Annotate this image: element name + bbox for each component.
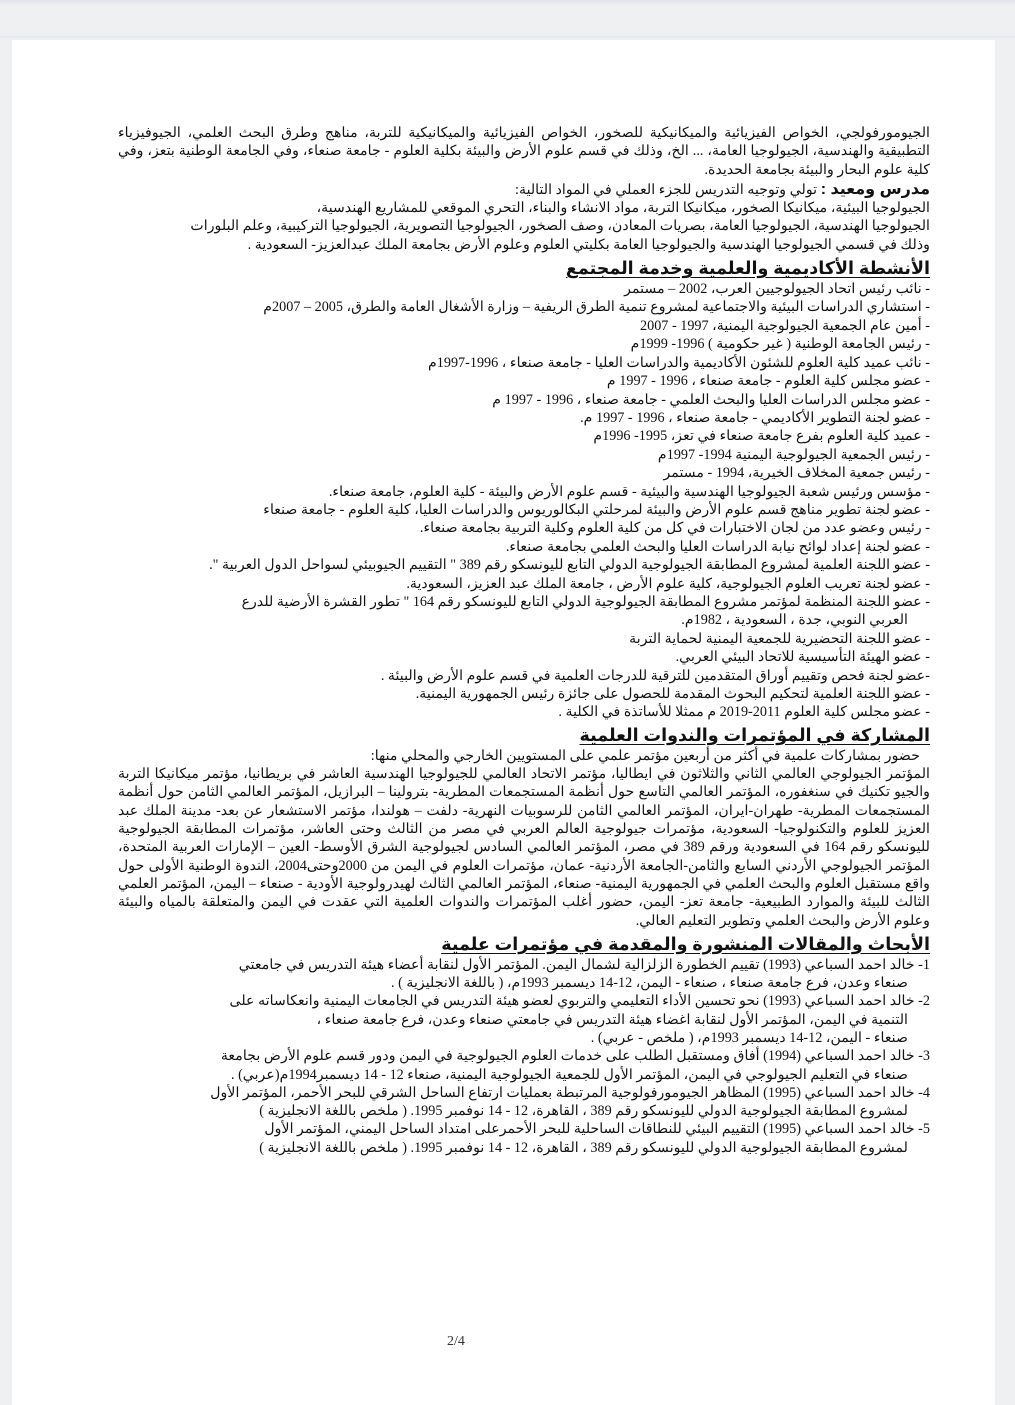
page-number: 2/4 bbox=[447, 1334, 465, 1349]
activity-item: - عضو لجنة تطوير مناهج قسم علوم الأرض والبيئة لمرحلتي البكالوريوس والدراسات العليا، كلية العلوم - جامعة صنعاء bbox=[263, 501, 930, 518]
teacher-label: مدرس ومعيد : bbox=[820, 180, 930, 198]
activity-item: - عضو مجلس كلية العلوم - جامعة صنعاء ، 1996 - 1997 م bbox=[606, 373, 930, 390]
publication-item bbox=[104, 956, 930, 993]
teacher-section bbox=[104, 181, 930, 254]
publications-heading: الأبحاث والمقالات المنشورة والمقدمة في مؤتمرات علمية bbox=[441, 933, 930, 954]
publication-line: 3- خالد احمد السباعي (1994) أفاق ومستقبل الطلب على خدمات العلوم الجيولوجية في اليمن ودور قسم علوم الأرض بجامعة bbox=[220, 1048, 930, 1065]
publication-item bbox=[104, 1084, 930, 1121]
activity-item: - استشاري الدراسات البيئية والاجتماعية لمشروع تنمية الطرق الريفية – وزارة الأشغال العامة والطرق، 2005 – 2007م bbox=[263, 299, 930, 316]
publication-line: لمشروع المطابقة الجيولوجية الدولي لليونسكو رقم 389 ، القاهرة، 12 - 14 نوفمبر 1995. ( ملخص باللغة الانجليزية ) bbox=[259, 1103, 908, 1120]
activity-item: - عضو اللجنة العلمية لمشروع المطابقة الجيولوجية الدولي التابع لليونسكو رقم 389 " التقييم الجيوبيئي لسواحل الدول العربية ". bbox=[209, 557, 930, 574]
conferences-intro: حضور بمشاركات علمية في أكثر من أربعين مؤتمر علمي على المستويين الخارجي والمحلي منها: bbox=[370, 747, 920, 764]
activity-item: - رئيس الجامعة الوطنية ( غير حكومية ) 1996- 1999م bbox=[630, 336, 930, 353]
publication-line: 2- خالد احمد السباعي (1993) نحو تحسين الأداء التعليمي والتربوي لعضو هيئة التدريس في الجامعات اليمنية وانعكاساته على bbox=[229, 993, 930, 1010]
teacher-intro-line bbox=[104, 181, 930, 199]
teacher-intro: تولي وتوجيه التدريس للجزء العملي في المواد التالية: bbox=[515, 181, 818, 198]
activity-item: - عضو مجلس الدراسات العليا والبحث العلمي - جامعة صنعاء ، 1996 - 1997 م bbox=[492, 391, 930, 408]
teacher-subjects-line: وذلك في قسمي الجيولوجيا الهندسية والجيولوجيا العامة بكليتي العلوم وعلوم الأرض بجامعة الملك عبدالعزيز- السعودية . bbox=[247, 236, 930, 253]
activity-item: - عضو مجلس كلية العلوم 2011-2019 م ممثلا للأساتذة في الكلية . bbox=[558, 704, 930, 721]
intro-paragraph: الجيومورفولجي، الخواص الفيزيائية والميكانيكية للصخور، الخواص الفيزيائية والميكانيكية للتربة، مناهج وطرق البحث العلمي، الجيوفيزياء التطبيقية والهندسية، الجيولوجيا العامة، ... الخ، وذلك في قسم علوم الأرض والبيئة بكلية العلوم - جامعة صنعاء، وفي الجامعة الوطنية بتعز، وفي كلية علوم البحار والبيئة بجامعة الحديدة. bbox=[118, 125, 930, 178]
viewer-toolbar bbox=[0, 0, 1015, 38]
publication-line: صنعاء - اليمن، 12-14 ديسمبر 1993م، ( ملخص - عربي) . bbox=[590, 1029, 908, 1046]
publication-item bbox=[104, 1047, 930, 1084]
activity-item: - عضو اللجنة التحضيرية للجمعية اليمنية لحماية التربة bbox=[629, 630, 930, 647]
activity-item: - عضو اللجنة العلمية لتحكيم البحوث المقدمة للحصول على جائزة رئيس الجمهورية اليمنية. bbox=[415, 686, 930, 703]
publication-line: صنعاء وعدن، فرع جامعة صنعاء ، صنعاء - اليمن، 12-14 ديسمبر 1993م، ( باللغة الانجليزية ) . bbox=[390, 975, 908, 992]
activity-item: - عضو لجنة إعداد لوائح نيابة الدراسات العليا والبحث العلمي بجامعة صنعاء. bbox=[505, 538, 930, 555]
publication-item bbox=[104, 1120, 930, 1157]
activity-item: - رئيس جمعية المخلاف الخيرية، 1994 - مستمر bbox=[663, 465, 930, 482]
teacher-subjects-line: الجيولوجيا الهندسية، الجيولوجيا العامة، بصريات المعادن، وصف الصخور، الجيولوجيا التصويرية، الجيولوجيا التركيبية، وعلم البلورات bbox=[190, 218, 930, 235]
activity-item: - عضو اللجنة المنظمة لمؤتمر مشروع المطابقة الجيولوجية الدولي التابع لليونسكو رقم 164 " تطور القشرة الأرضية للدرع bbox=[241, 593, 930, 610]
activity-item: - رئيس الجمعية الجيولوجية اليمنية 1994- 1997م bbox=[657, 446, 930, 463]
activity-item: - نائب رئيس اتحاد الجيولوجيين العرب، 2002 – مستمر bbox=[624, 281, 930, 298]
conferences-heading: المشاركة في المؤتمرات والندوات العلمية bbox=[579, 724, 930, 745]
activity-item: - مؤسس ورئيس شعبة الجيولوجيا الهندسية والبيئية - قسم علوم الأرض والبيئة - كلية العلوم، جامعة صنعاء. bbox=[328, 483, 930, 500]
activity-item: -عضو لجنة فحص وتقييم أوراق المتقدمين للترقية للدرجات العلمية في قسم علوم الأرض والبيئة . bbox=[380, 667, 930, 684]
publication-line: لمشروع المطابقة الجيولوجية الدولي لليونسكو رقم 389 ، القاهرة، 12 - 14 نوفمبر 1995. ( ملخص باللغة الانجليزية ) bbox=[259, 1139, 908, 1156]
publication-line: التنمية في اليمن، المؤتمر الأول لنقابة اغضاء هيئة التدريس في جامعتي صنعاء وعدن، فرع جامعة صنعاء ، bbox=[316, 1011, 908, 1028]
publications-list bbox=[104, 956, 930, 1157]
activity-item: - رئيس وعضو عدد من لجان الاختبارات في كل من كلية العلوم وكلية التربية بجامعة صنعاء. bbox=[419, 520, 930, 537]
activity-item: - عميد كلية العلوم بفرع جامعة صنعاء في تعز، 1995- 1996م bbox=[593, 428, 930, 445]
activity-item: - عضو لجنة تعريب العلوم الجيولوجية، كلية علوم الأرض ، جامعة الملك عبد العزيز، السعودية. bbox=[406, 575, 930, 592]
activities-heading: الأنشطة الأكاديمية والعلمية وخدمة المجتمع bbox=[565, 258, 930, 279]
document-page bbox=[12, 40, 995, 1405]
activity-item: - عضو الهيئة التأسيسية للاتحاد البيئي العربي. bbox=[675, 649, 930, 666]
publication-line: 4- خالد احمد السباعي (1995) المظاهر الجيومورفولوجية المرتبطة بعمليات ارتفاع الساحل الشرقي للبحر الأحمر، المؤتمر الأول bbox=[210, 1084, 930, 1101]
publication-line: صنعاء في التعليم الجيولوجي في اليمن، المؤتمر الأول للجمعية الجيولوجية اليمنية، صنعاء 12 - 14 ديسمبر1994م(عربي) . bbox=[230, 1066, 908, 1083]
activities-list bbox=[104, 280, 930, 722]
page-content bbox=[104, 124, 930, 1157]
conferences-body: المؤتمر الجيولوجي العالمي الثاني والثلاثون في ايطاليا، مؤتمر الاتحاد العالمي للجيولوجيا الهندسية العاشر في بريطانيا، مؤتمر ميكانيكا التربة والجيو تكنيك في سنغفوره، المؤتمر العالمي التاسع حول أنظمة المستجمعات المطرية- بترولينا – البرازيل، المؤتمر العالمي الثامن حول أنظمة المستجمعات المطرية- طهران-ايران، المؤتمر العالمي الثامن للرسوبيات النهرية- دلفت – هولندا، مؤتمر الاستشعار عن بعد- مدينة الملك عبد العزيز للعلوم والتكنولوجيا- السعودية، مؤتمرات جيولوجية العالم العربي في مصر من الثالث وحتى العاشر، مؤتمرات المطابقة الجيولوجية لليونسكو رقم 164 في السعودية ورقم 389 في مصر، المؤتمر العالمي السادس لجيولوجية الشرق الأوسط- العين – الإمارات العربية المتحدة، المؤتمر الجيولوجي الأردني السابع والثامن-الجامعة الأردنية- عمان، مؤتمرات العلوم في اليمن من 2000وحتى2004، الندوة الوطنية الأولى حول واقع مستقبل العلوم والبحث العلمي في الجمهورية اليمنية- صنعاء، المؤتمر العالمي الثالث لهيدرولوجية الأودية - صنعاء – اليمن، المؤتمر العلمي الثالث للبيئة والموارد الطبيعية- جامعة تعز- اليمن، حضور أغلب المؤتمرات والندوات العلمية التي عقدت في اليمن والمتعلقة بالمياه والبيئة وعلوم الأرض والبحث العلمي وتطوير التعليم العالي. bbox=[118, 766, 930, 929]
activity-item: - أمين عام الجمعية الجيولوجية اليمنية، 1997 - 2007 bbox=[640, 317, 930, 334]
publication-item bbox=[104, 992, 930, 1047]
activity-item-continuation: العربي النوبي، جدة ، السعودية ، 1982م. bbox=[681, 612, 908, 629]
publication-line: 5- خالد احمد السباعي (1995) التقييم البيئي للنطاقات الساحلية للبحر الأحمرعلى امتداد الساحل اليمني، المؤتمر الأول bbox=[264, 1121, 930, 1138]
teacher-subjects-line: الجيولوجيا البيئية، ميكانيكا الصخور، ميكانيكا التربة، مواد الانشاء والبناء، التحري الموقعي للمشاريع الهندسية، bbox=[316, 200, 930, 217]
publication-line: 1- خالد احمد السباعي (1993) تقييم الخطورة الزلزالية لشمال اليمن. المؤتمر الأول لنقابة أعضاء هيئة التدريس في جامعتي bbox=[238, 956, 930, 973]
activity-item: - نائب عميد كلية العلوم للشئون الأكاديمية والدراسات العليا - جامعة صنعاء ، 1996-1997م bbox=[427, 354, 930, 371]
activity-item: - عضو لجنة التطوير الأكاديمي - جامعة صنعاء ، 1996 - 1997 م. bbox=[580, 409, 930, 426]
